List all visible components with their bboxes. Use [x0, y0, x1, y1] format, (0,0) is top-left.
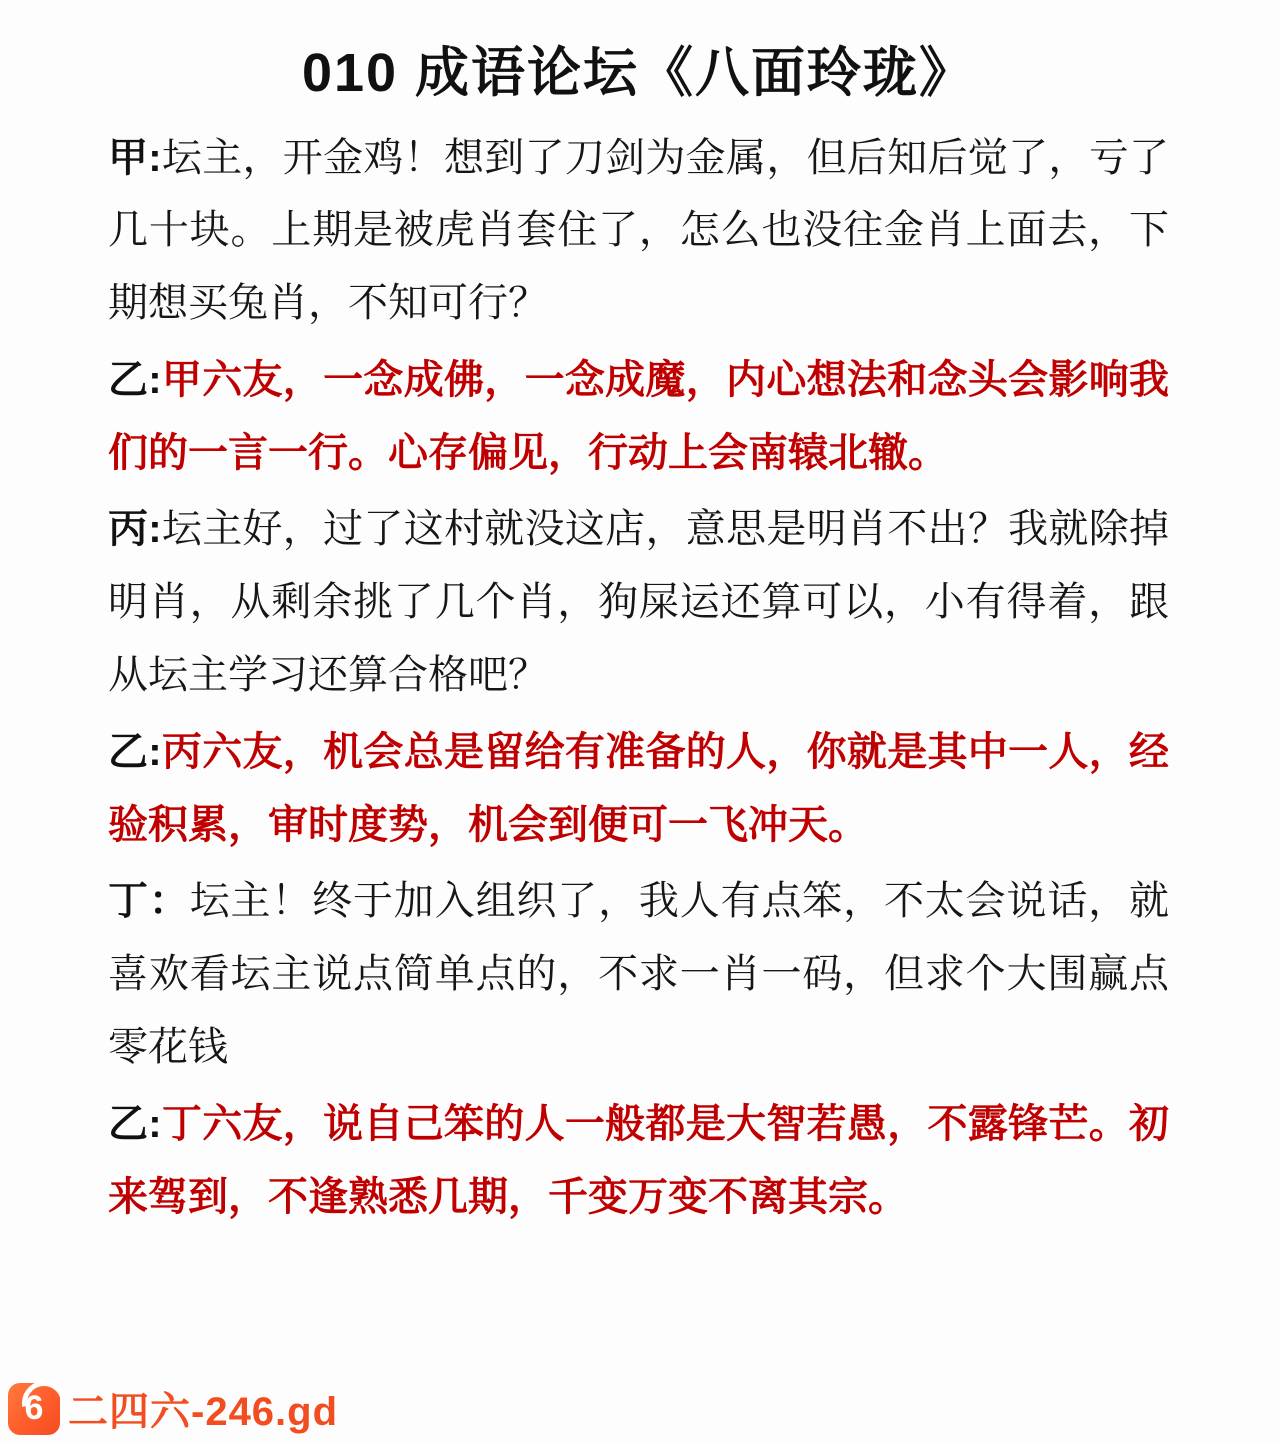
post-yi-2 [108, 716, 1169, 862]
post-yi-3-speaker: 乙: [108, 1101, 162, 1146]
post-jia-speaker: 甲: [108, 135, 162, 180]
post-jia-text: 坛主，开金鸡！想到了刀剑为金属，但后知后觉了，亏了几十块。上期是被虎肖套住了，怎么也没往金肖上面去，下期想买兔肖，不知可行？ [108, 135, 1170, 326]
post-ding-speaker: 丁： [108, 879, 190, 924]
post-yi-1-speaker: 乙: [108, 357, 162, 402]
post-bing [108, 493, 1169, 711]
watermark-text: 二四六-246.gd [68, 1390, 339, 1434]
post-yi-3 [108, 1088, 1169, 1234]
post-ding [108, 865, 1169, 1083]
post-bing-text: 坛主好，过了这村就没这店，意思是明肖不出？我就除掉明肖，从剩余挑了几个肖，狗屎运还算可以，小有得着，跟从坛主学习还算合格吧？ [108, 507, 1170, 698]
watermark-mark: 6 [24, 1389, 44, 1427]
post-yi-2-text: 丙六友，机会总是留给有准备的人，你就是其中一人，经验积累，审时度势，机会到便可一飞冲天。 [108, 729, 1170, 847]
post-ding-text: 坛主！终于加入组织了，我人有点笨，不太会说话，就喜欢看坛主说点简单点的，不求一肖一码，但求个大围赢点零花钱 [108, 879, 1170, 1070]
post-bing-speaker: 丙: [108, 507, 162, 552]
post-yi-3-text: 丁六友，说自己笨的人一般都是大智若愚，不露锋芒。初来驾到，不逢熟悉几期，千变万变不离其宗。 [108, 1101, 1170, 1219]
post-yi-1 [108, 344, 1169, 490]
post-yi-2-speaker: 乙: [108, 729, 162, 774]
site-watermark [8, 1380, 338, 1437]
watermark-logo-icon [8, 1383, 60, 1435]
page-title: 010 成语论坛《八面玲珑》 [301, 43, 976, 103]
post-jia [108, 122, 1169, 340]
swirl-icon [13, 1372, 74, 1433]
post-yi-1-text: 甲六友，一念成佛，一念成魔，内心想法和念头会影响我们的一言一行。心存偏见，行动上会南辕北辙。 [108, 357, 1170, 475]
